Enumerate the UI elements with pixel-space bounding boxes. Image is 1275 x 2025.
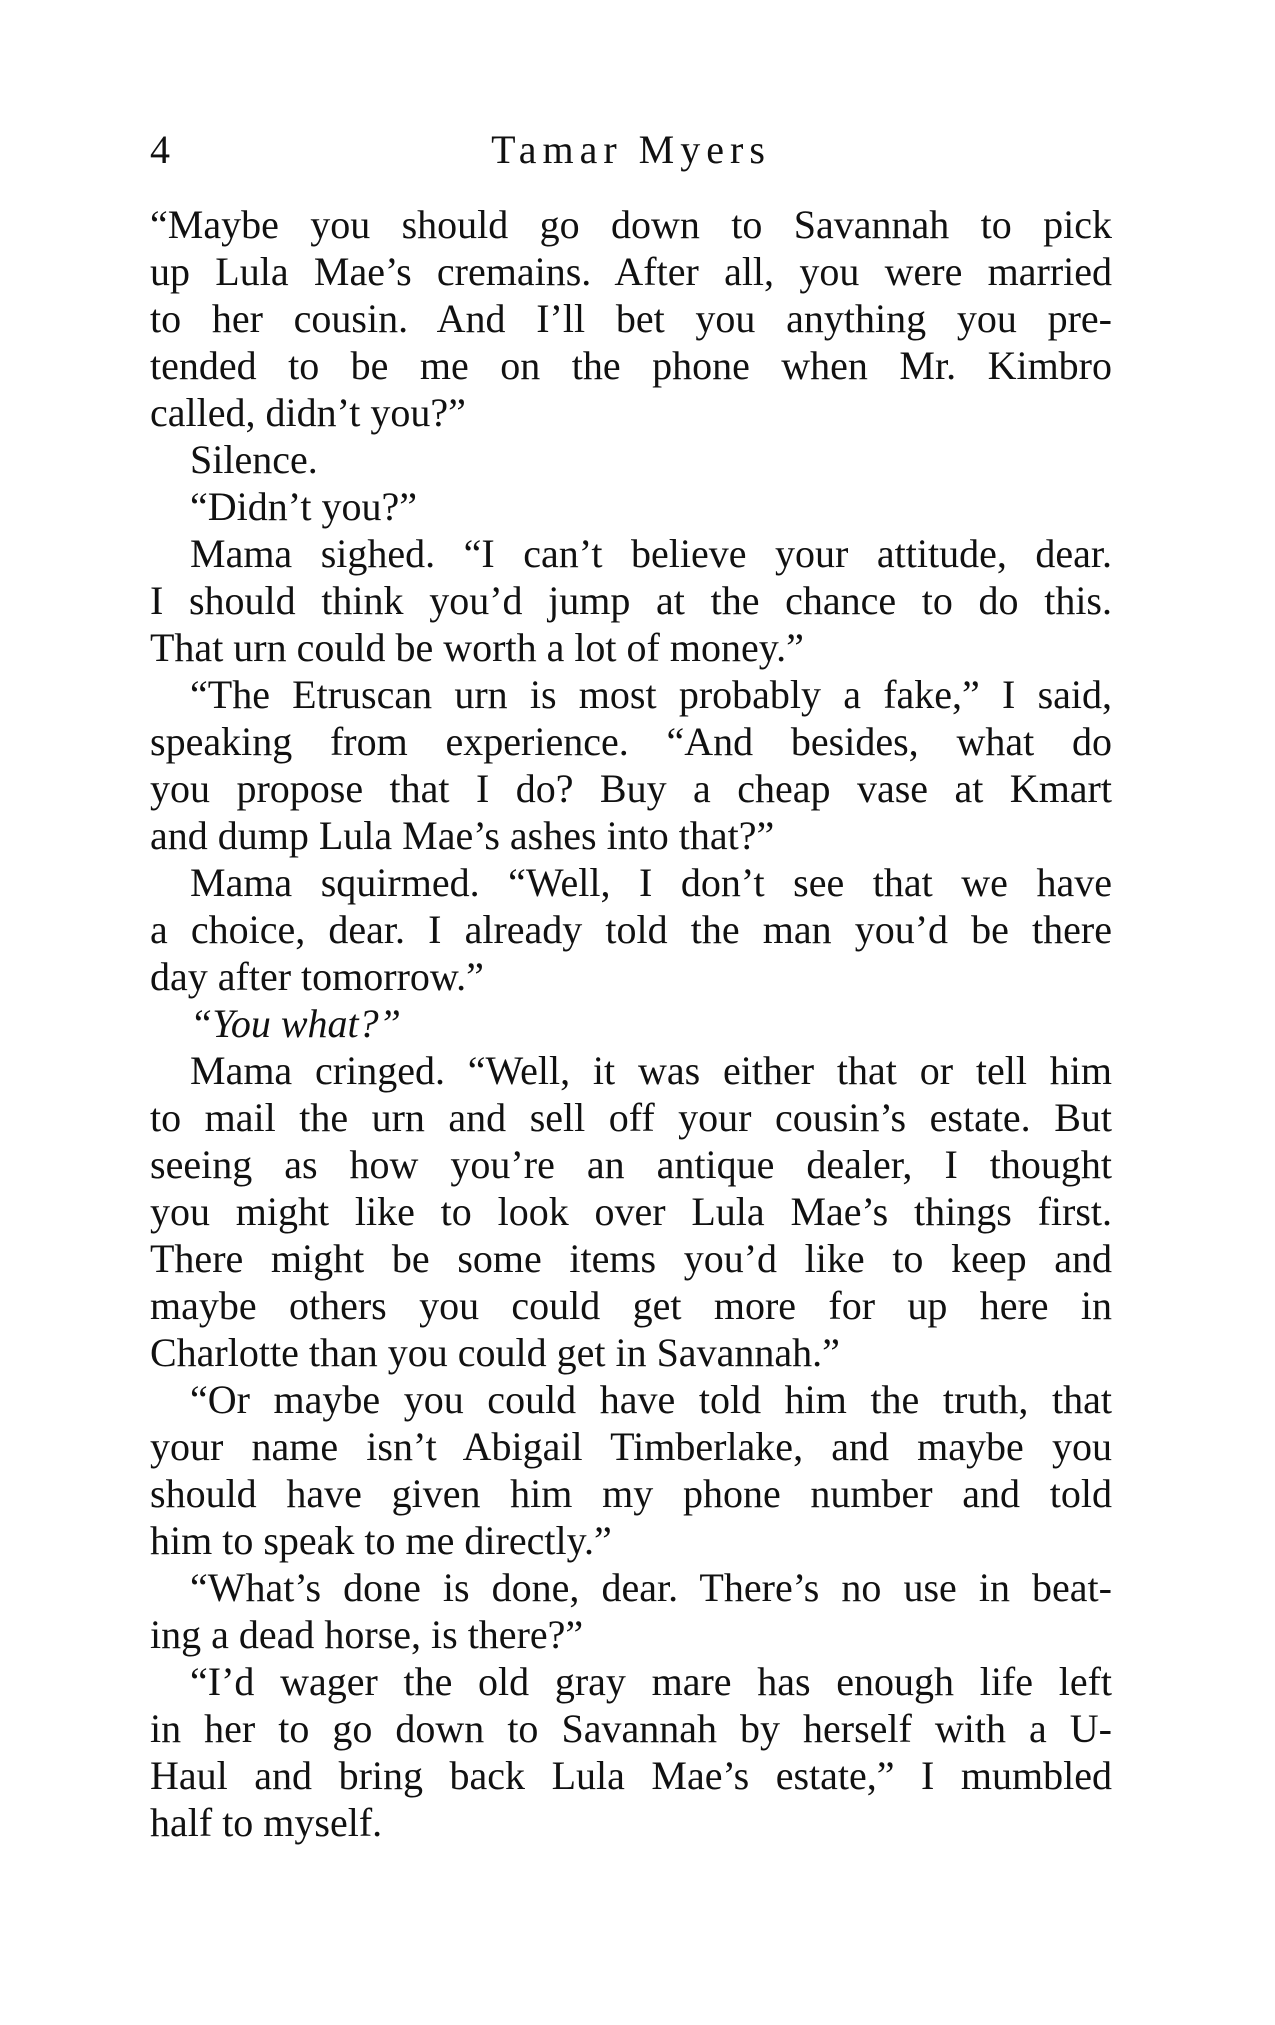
text-line: “Maybe you should go down to Savannah to pick (150, 202, 1112, 247)
text-line: and dump Lula Mae’s ashes into that?” (150, 813, 775, 858)
text-line: “Or maybe you could have told him the truth, that (190, 1377, 1112, 1422)
text-line: tended to be me on the phone when Mr. Kimbro (150, 343, 1112, 388)
text-line: him to speak to me directly.” (150, 1518, 612, 1563)
text-line: in her to go down to Savannah by herself with a U- (150, 1706, 1112, 1751)
text-line: Mama sighed. “I can’t believe your attitude, dear. (190, 531, 1112, 576)
text-line: your name isn’t Abigail Timberlake, and maybe you (150, 1424, 1112, 1469)
text-line: to her cousin. And I’ll bet you anything you pre- (150, 296, 1112, 341)
page-number: 4 (150, 127, 170, 172)
text-line: “I’d wager the old gray mare has enough life left (190, 1659, 1112, 1704)
text-line: Mama cringed. “Well, it was either that or tell him (190, 1048, 1112, 1093)
text-line: Charlotte than you could get in Savannah.” (150, 1330, 840, 1375)
text-line: a choice, dear. I already told the man you’d be there (150, 907, 1112, 952)
running-head-title: Tamar Myers (491, 127, 771, 172)
text-line: seeing as how you’re an antique dealer, I thought (150, 1142, 1112, 1187)
text-line: “The Etruscan urn is most probably a fake,” I said, (190, 672, 1112, 717)
text-line: Mama squirmed. “Well, I don’t see that we have (190, 860, 1112, 905)
text-line: maybe others you could get more for up here in (150, 1283, 1112, 1328)
text-line: “Didn’t you?” (190, 484, 417, 529)
text-line: Silence. (190, 437, 318, 482)
text-line: called, didn’t you?” (150, 390, 466, 435)
body-text (150, 201, 1112, 1846)
text-line: speaking from experience. “And besides, what do (150, 719, 1112, 764)
text-line: you propose that I do? Buy a cheap vase at Kmart (150, 766, 1112, 811)
text-line: “What’s done is done, dear. There’s no use in beat- (190, 1565, 1112, 1610)
text-line: day after tomorrow.” (150, 954, 484, 999)
text-line: half to myself. (150, 1800, 383, 1845)
text-line: “You what?” (190, 1001, 401, 1046)
text-line: should have given him my phone number and told (150, 1471, 1112, 1516)
text-line: That urn could be worth a lot of money.” (150, 625, 804, 670)
text-line: you might like to look over Lula Mae’s things first. (150, 1189, 1112, 1234)
text-line: to mail the urn and sell off your cousin’s estate. But (150, 1095, 1112, 1140)
text-line: I should think you’d jump at the chance to do this. (150, 578, 1112, 623)
text-line: up Lula Mae’s cremains. After all, you were married (150, 249, 1112, 294)
running-head (150, 125, 1112, 175)
text-line: There might be some items you’d like to keep and (150, 1236, 1112, 1281)
text-line: ing a dead horse, is there?” (150, 1612, 584, 1657)
text-line: Haul and bring back Lula Mae’s estate,” I mumbled (150, 1753, 1112, 1798)
